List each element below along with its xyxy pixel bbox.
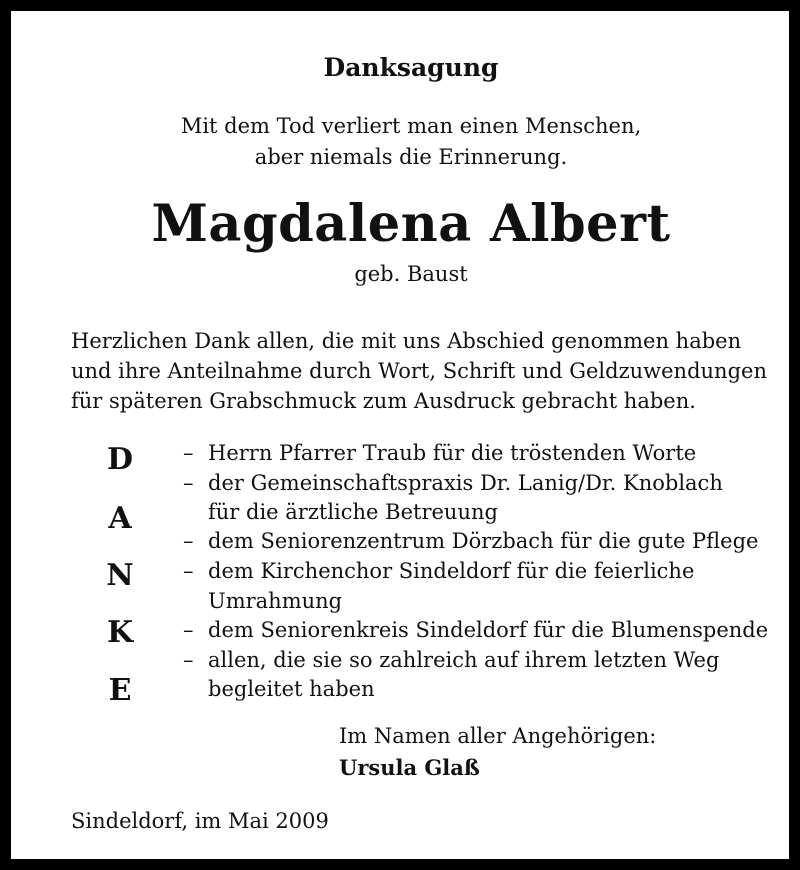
thanks-item-line: dem Seniorenkreis Sindeldorf für die Blumenspende [208,618,769,642]
thanks-item-dash: – [183,648,194,672]
thanks-item-line: begleitet haben [208,677,375,701]
thanks-item-line: der Gemeinschaftspraxis Dr. Lanig/Dr. Knoblach [208,471,723,495]
signature-name: Ursula Glaß [339,755,480,780]
birth-name: geb. Baust [354,262,468,286]
thanks-item-dash: – [183,441,194,465]
signature-intro: Im Namen aller Angehörigen: [339,724,657,748]
notice-title: Danksagung [323,53,499,82]
danke-letter-e: E [108,673,132,708]
thanks-item-dash: – [183,529,194,553]
danke-letter-d: D [106,442,133,477]
intro-line-2: und ihre Anteilnahme durch Wort, Schrift und Geldzuwendungen [71,359,767,383]
intro-line-1: Herzlichen Dank allen, die mit uns Abschied genommen haben [71,329,742,353]
motto-line-1: Mit dem Tod verliert man einen Menschen, [180,114,642,138]
intro-line-3: für späteren Grabschmuck zum Ausdruck gebracht haben. [71,389,696,413]
thanks-item-line: für die ärztliche Betreuung [208,500,498,524]
deceased-name: Magdalena Albert [151,194,671,254]
thanks-item-line: Umrahmung [208,589,343,613]
thanks-item-dash: – [183,559,194,583]
thanks-item-line: Herrn Pfarrer Traub für die tröstenden Worte [208,441,697,465]
motto-line-2: aber niemals die Erinnerung. [254,145,568,169]
place-date: Sindeldorf, im Mai 2009 [71,809,329,833]
thanks-item-line: dem Seniorenzentrum Dörzbach für die gute Pflege [208,529,759,553]
danke-letter-a: A [108,501,132,536]
danke-letter-k: K [106,615,134,650]
danke-letter-n: N [106,558,134,593]
thanks-item-dash: – [183,618,194,642]
thanks-item-line: allen, die sie so zahlreich auf ihrem letzten Weg [208,648,720,672]
thanks-item-dash: – [183,471,194,495]
thanks-item-line: dem Kirchenchor Sindeldorf für die feierliche [208,559,695,583]
